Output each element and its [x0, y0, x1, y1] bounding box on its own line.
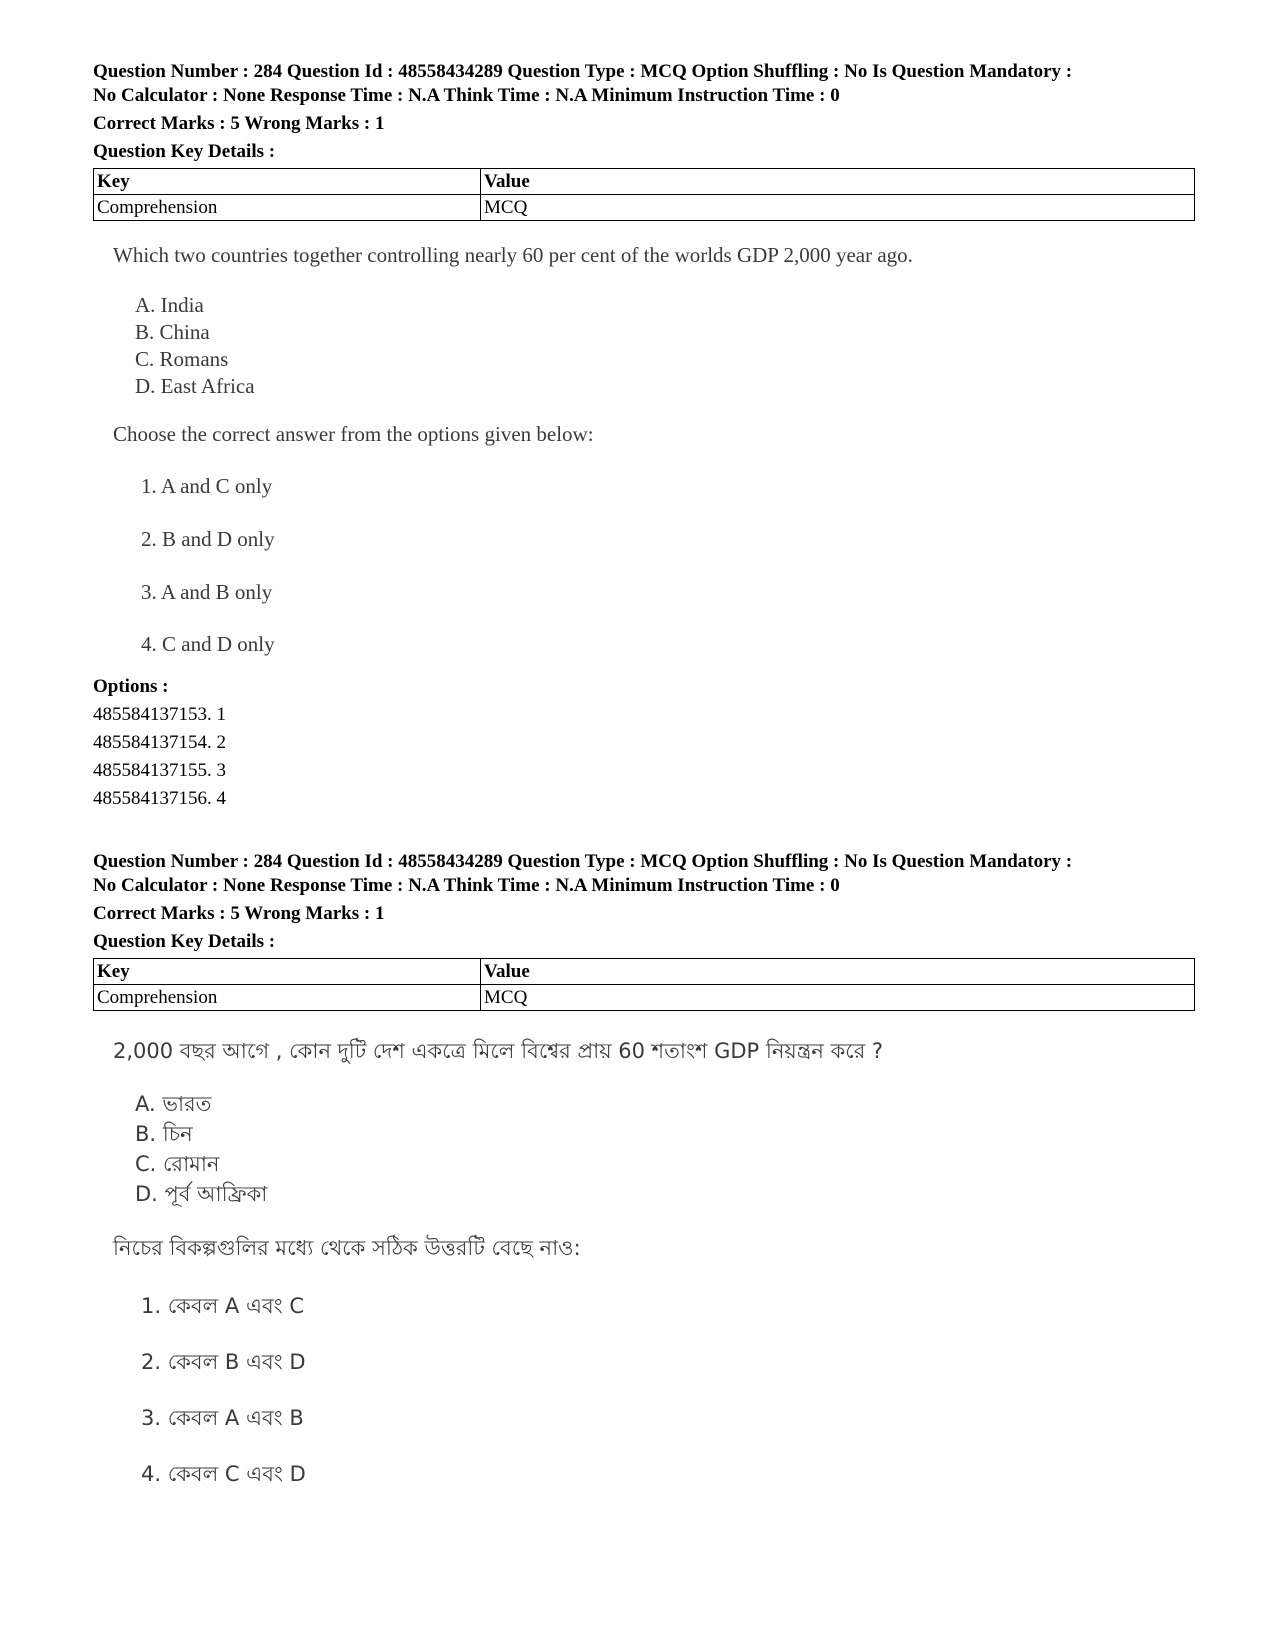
statement-item: B. চিন	[135, 1122, 193, 1146]
statement-item: C. রোমান	[135, 1152, 220, 1176]
answer-choice: 2. B and D only	[141, 527, 275, 551]
marks-line: Correct Marks : 5 Wrong Marks : 1	[93, 903, 385, 924]
answer-choice: 4. কেবল C এবং D	[141, 1462, 306, 1486]
option-row: 485584137153. 1	[93, 704, 226, 725]
answer-choice: 2. কেবল B এবং D	[141, 1350, 306, 1374]
instruction-text: Choose the correct answer from the options given below:	[113, 422, 594, 446]
statement-item: C. Romans	[135, 347, 229, 371]
key-details-label: Question Key Details :	[93, 141, 276, 162]
statement-item: B. China	[135, 320, 210, 344]
table-header-key: Key	[94, 169, 481, 195]
key-details-table	[93, 168, 1195, 221]
question-text: 2,000 বছর আগে , কোন দুটি দেশ একত্রে মিলে বিশ্বের প্রায় 60 শতাংশ GDP নিয়ন্ত্রন করে ?	[113, 1039, 884, 1063]
answer-choice: 1. কেবল A এবং C	[141, 1294, 305, 1318]
table-row	[94, 195, 1195, 221]
option-row: 485584137156. 4	[93, 788, 226, 809]
statement-item: A. India	[135, 293, 204, 317]
key-details-label: Question Key Details :	[93, 931, 276, 952]
statement-item: D. পূর্ব আফ্রিকা	[135, 1182, 268, 1206]
table-header-value: Value	[481, 959, 1195, 985]
table-header-key: Key	[94, 959, 481, 985]
question-meta-line-2: No Calculator : None Response Time : N.A Think Time : N.A Minimum Instruction Time : 0	[93, 875, 840, 896]
question-header-english	[93, 60, 1195, 221]
option-row: 485584137154. 2	[93, 732, 226, 753]
table-header-row	[94, 169, 1195, 195]
table-cell-value: MCQ	[481, 195, 1195, 221]
question-text: Which two countries together controlling nearly 60 per cent of the worlds GDP 2,000 year ago.	[113, 243, 913, 267]
table-cell-key: Comprehension	[94, 985, 481, 1011]
table-row	[94, 985, 1195, 1011]
key-details-table	[93, 958, 1195, 1011]
options-label: Options :	[93, 676, 169, 697]
answer-choice: 1. A and C only	[141, 474, 273, 498]
table-header-value: Value	[481, 169, 1195, 195]
instruction-text: নিচের বিকল্পগুলির মধ্যে থেকে সঠিক উত্তরটি বেছে নাও:	[113, 1236, 581, 1260]
table-cell-value: MCQ	[481, 985, 1195, 1011]
table-cell-key: Comprehension	[94, 195, 481, 221]
statement-item: A. ভারত	[135, 1092, 212, 1116]
answer-choice: 3. A and B only	[141, 580, 273, 604]
statement-item: D. East Africa	[135, 374, 255, 398]
answer-choice: 3. কেবল A এবং B	[141, 1406, 304, 1430]
answer-choice: 4. C and D only	[141, 632, 275, 656]
marks-line: Correct Marks : 5 Wrong Marks : 1	[93, 113, 385, 134]
question-meta-line-1: Question Number : 284 Question Id : 48558434289 Question Type : MCQ Option Shuffling : No Is Question Mandatory :	[93, 851, 1073, 872]
question-meta-line-2: No Calculator : None Response Time : N.A Think Time : N.A Minimum Instruction Time : 0	[93, 85, 840, 106]
question-meta-line-1: Question Number : 284 Question Id : 48558434289 Question Type : MCQ Option Shuffling : No Is Question Mandatory :	[93, 61, 1073, 82]
question-header-bengali	[93, 850, 1195, 1011]
option-row: 485584137155. 3	[93, 760, 226, 781]
table-header-row	[94, 959, 1195, 985]
